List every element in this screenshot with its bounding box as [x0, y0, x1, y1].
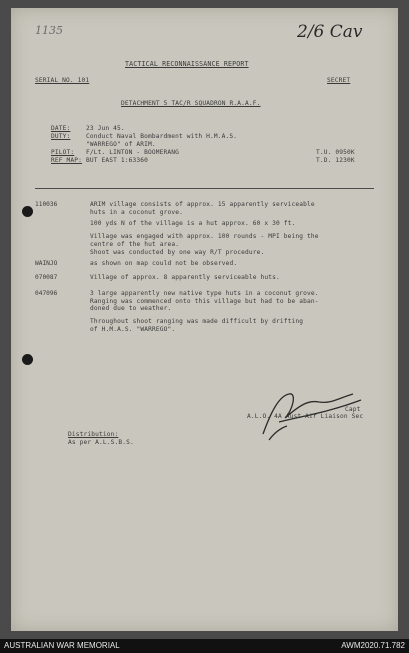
detachment-heading: DETACHMENT 5 TAC/R SQUADRON R.A.A.F. — [121, 100, 261, 107]
entry-line: Ranging was commenced onto this village but had to be aban- — [90, 297, 319, 305]
detail-value: F/Lt. LINTON - BOOMERANG — [86, 149, 180, 156]
classification: SECRET — [327, 77, 351, 84]
map-reference: 070087 — [35, 274, 58, 281]
signature-unit: A.L.O. 4A Aust Air Liaison Sec — [247, 413, 364, 420]
entry-line: Throughout shoot ranging was made difficult by drifting — [90, 318, 304, 325]
entry-line: as shown on map could not be observed. — [90, 260, 238, 267]
punch-hole-top — [22, 206, 33, 217]
handwritten-reference: 2/6 Cav — [297, 22, 363, 42]
entry-line: ARIM village consists of approx. 15 apparently serviceable — [90, 201, 315, 208]
detail-value: "WARREGO" of ARIM. — [86, 141, 156, 148]
entry-line: 3 large apparently new native type huts in a coconut grove. — [90, 290, 319, 297]
entry-line: centre of the hut area. — [90, 240, 180, 248]
corner-mark: 1135 — [35, 24, 63, 37]
distribution-heading: Distribution: — [68, 431, 119, 438]
footer-accession: AWM2020.71.782 — [341, 641, 405, 650]
detail-label: REF MAP: — [51, 157, 83, 164]
serial-number: SERIAL NO. 101 — [35, 77, 90, 84]
entry-line: 100 yds N of the village is a hut approx. 60 x 30 ft. — [90, 220, 296, 227]
entry-line: of H.M.A.S. "WARREGO". — [90, 325, 176, 333]
entry-line: huts in a coconut grove. — [90, 208, 184, 216]
entry-line: Shoot was conducted by one way R/T procedure. — [90, 249, 265, 256]
detail-value: 23 Jun 45. — [86, 125, 125, 132]
detail-value: BUT EAST 1:63360 — [86, 157, 149, 164]
footer-institution: AUSTRALIAN WAR MEMORIAL — [4, 641, 120, 650]
detail-label: DUTY: — [51, 133, 71, 140]
report-title: TACTICAL RECONNAISSANCE REPORT — [125, 60, 249, 68]
punch-hole-bottom — [22, 354, 33, 365]
map-reference: WAINJO — [35, 260, 58, 267]
divider-top — [35, 188, 374, 189]
detail-time: T.D. 1230K — [316, 157, 355, 164]
detail-label: PILOT: — [51, 149, 75, 156]
entry-line: doned due to weather. — [90, 305, 172, 313]
entry-line: Village of approx. 8 apparently serviceable huts. — [90, 274, 280, 281]
map-reference: 047096 — [35, 290, 58, 297]
detail-time: T.U. 0950K — [316, 149, 355, 156]
distribution-text: As per A.L.S.B.S. — [68, 439, 134, 446]
entry-line: Village was engaged with approx. 100 rounds - MPI being the — [90, 233, 319, 240]
detail-value: Conduct Naval Bombardment with H.M.A.S. — [86, 133, 238, 140]
archive-footer — [0, 639, 409, 653]
detail-label: DATE: — [51, 125, 71, 132]
map-reference: 110036 — [35, 201, 58, 208]
document-page — [11, 8, 398, 631]
signature-rank: Capt — [345, 406, 361, 413]
